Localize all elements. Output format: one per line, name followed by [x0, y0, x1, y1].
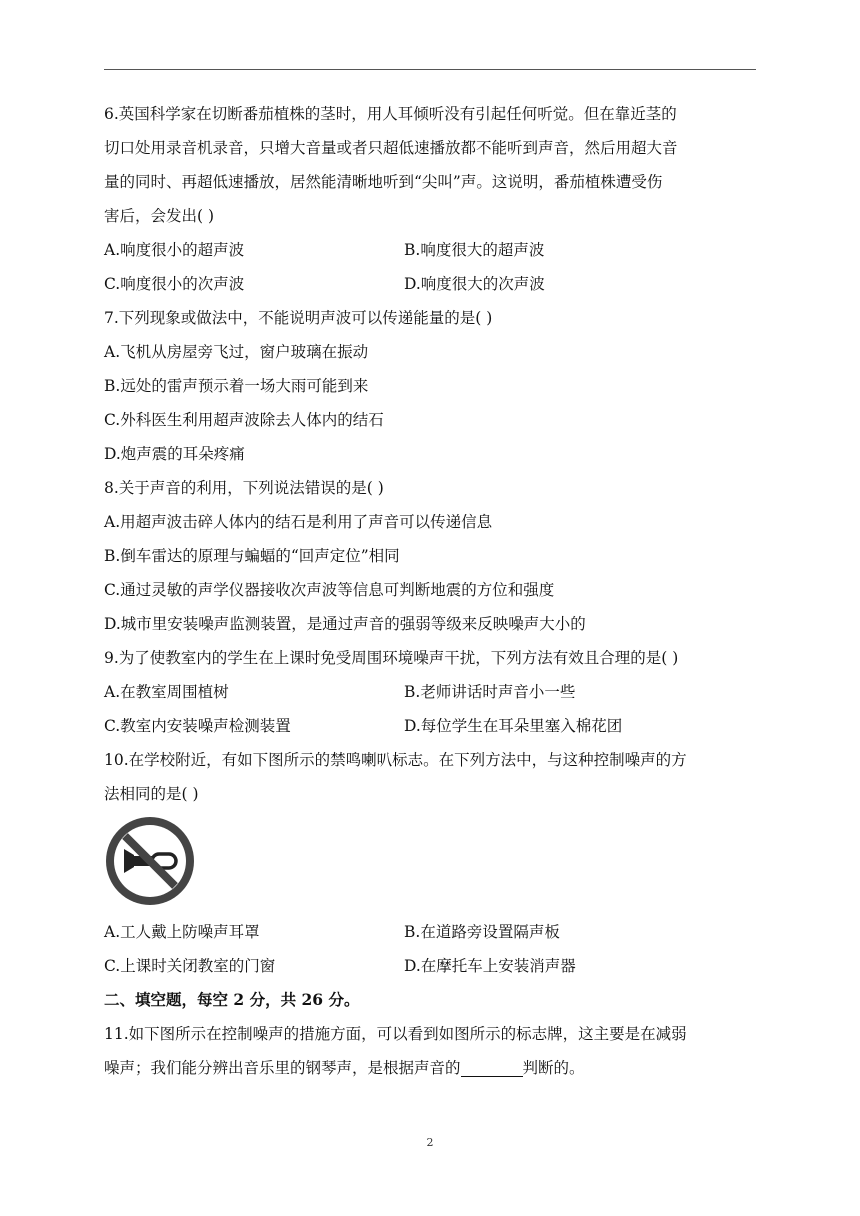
- options-row: [104, 915, 759, 949]
- question-stem-line: 害后，会发出( ): [104, 207, 215, 225]
- question-stem-line: 11.如下图所示在控制噪声的措施方面，可以看到如图所示的标志牌，这主要是在减弱: [104, 1025, 687, 1043]
- question-11: [104, 1017, 759, 1085]
- option-b: B.响度很大的超声波: [404, 241, 545, 259]
- options-row: [104, 709, 759, 743]
- question-stem: 9.为了使教室内的学生在上课时免受周围环境噪声干扰，下列方法有效且合理的是( ): [104, 649, 679, 667]
- option-d: D.每位学生在耳朵里塞入棉花团: [404, 717, 623, 735]
- option-c: C.通过灵敏的声学仪器接收次声波等信息可判断地震的方位和强度: [104, 581, 555, 599]
- option-b: B.远处的雷声预示着一场大雨可能到来: [104, 377, 369, 395]
- option-d: D.响度很大的次声波: [404, 275, 545, 293]
- options-row: [104, 233, 759, 267]
- option-a: A.飞机从房屋旁飞过，窗户玻璃在振动: [104, 343, 369, 361]
- option-b: B.老师讲话时声音小一些: [404, 683, 576, 701]
- option-c: C.教室内安装噪声检测装置: [104, 717, 291, 735]
- options-row: [104, 675, 759, 709]
- question-stem-line: [104, 1051, 759, 1085]
- option-c: C.外科医生利用超声波除去人体内的结石: [104, 411, 384, 429]
- question-6: [104, 97, 759, 301]
- header-rule: [104, 69, 756, 70]
- question-stem-line: 法相同的是( ): [104, 785, 199, 803]
- page-content: [104, 97, 759, 1085]
- question-stem-line: 6.英国科学家在切断番茄植株的茎时，用人耳倾听没有引起任何听觉。但在靠近茎的: [104, 105, 677, 123]
- option-d: D.在摩托车上安装消声器: [404, 957, 576, 975]
- option-a: A.用超声波击碎人体内的结石是利用了声音可以传递信息: [104, 513, 493, 531]
- option-c: C.响度很小的次声波: [104, 275, 245, 293]
- question-stem: 7.下列现象或做法中，不能说明声波可以传递能量的是( ): [104, 309, 493, 327]
- no-horn-sign-icon: [104, 815, 759, 911]
- section-heading: 二、填空题，每空 2 分，共 26 分。: [104, 990, 360, 1009]
- question-stem: 8.关于声音的利用，下列说法错误的是( ): [104, 479, 384, 497]
- stem-text: 噪声；我们能分辨出音乐里的钢琴声，是根据声音的: [104, 1059, 461, 1077]
- options-row: [104, 949, 759, 983]
- question-7: [104, 301, 759, 471]
- answer-blank[interactable]: [461, 1058, 523, 1077]
- question-9: [104, 641, 759, 743]
- option-c: C.上课时关闭教室的门窗: [104, 957, 276, 975]
- page-number: 2: [426, 1136, 434, 1149]
- question-10: [104, 743, 759, 983]
- question-stem-line: 量的同时、再超低速播放，居然能清晰地听到“尖叫”声。这说明，番茄植株遭受伤: [104, 173, 663, 191]
- option-b: B.倒车雷达的原理与蝙蝠的“回声定位”相同: [104, 547, 400, 565]
- option-b: B.在道路旁设置隔声板: [404, 923, 560, 941]
- options-row: [104, 267, 759, 301]
- option-a: A.工人戴上防噪声耳罩: [104, 923, 260, 941]
- option-a: A.在教室周围植树: [104, 683, 229, 701]
- question-8: [104, 471, 759, 641]
- question-stem-line: 切口处用录音机录音，只增大音量或者只超低速播放都不能听到声音，然后用超大音: [104, 139, 678, 157]
- option-d: D.炮声震的耳朵疼痛: [104, 445, 245, 463]
- option-d: D.城市里安装噪声监测装置，是通过声音的强弱等级来反映噪声大小的: [104, 615, 586, 633]
- option-a: A.响度很小的超声波: [104, 241, 245, 259]
- stem-text: 判断的。: [522, 1059, 585, 1077]
- question-stem-line: 10.在学校附近，有如下图所示的禁鸣喇叭标志。在下列方法中，与这种控制噪声的方: [104, 751, 687, 769]
